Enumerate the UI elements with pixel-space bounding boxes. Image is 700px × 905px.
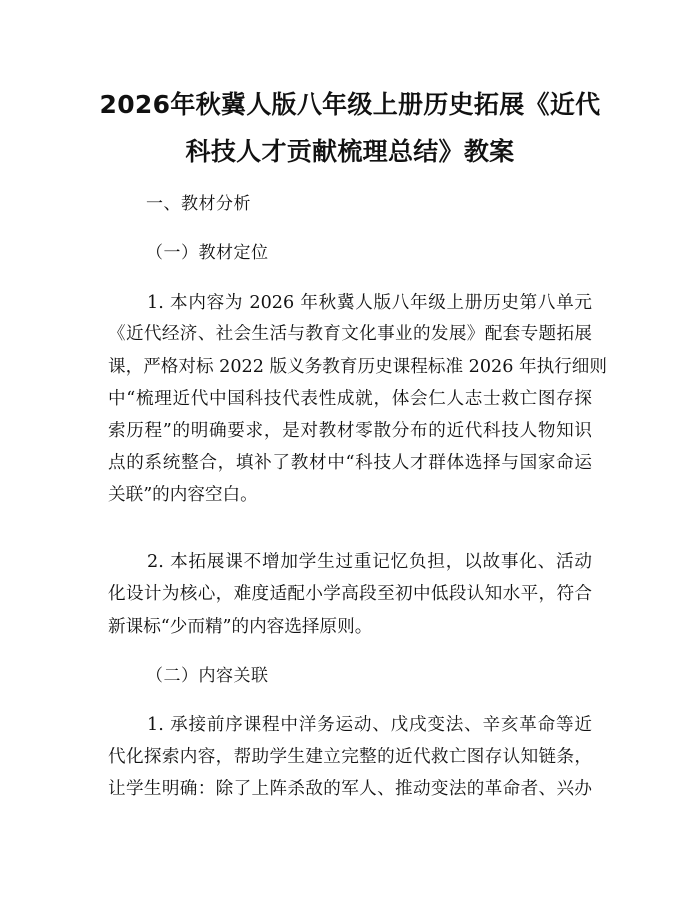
paragraph-2-line-3: 新课标“少而精”的内容选择原则。	[108, 617, 373, 637]
paragraph-3-line-3: 让学生明确：除了上阵杀敌的军人、推动变法的革命者、兴办	[108, 779, 592, 799]
paragraph-1-line-1: 1. 本内容为 2026 年秋冀人版八年级上册历史第八单元	[147, 293, 592, 313]
paragraph-1-line-7: 关联”的内容空白。	[108, 485, 258, 505]
paragraph-3-line-2: 代化探索内容，帮助学生建立完整的近代救亡图存认知链条，	[108, 747, 592, 767]
paragraph-2-line-1: 2. 本拓展课不增加学生过重记忆负担，以故事化、活动	[147, 552, 592, 572]
paragraph-3-line-1: 1. 承接前序课程中洋务运动、戊戌变法、辛亥革命等近	[147, 715, 592, 735]
section-heading-teaching-material-analysis: 一、教材分析	[146, 194, 251, 214]
paragraph-1-line-3: 课，严格对标 2022 版义务教育历史课程标准 2026 年执行细则	[108, 357, 607, 377]
subsection-heading-positioning: （一）教材定位	[146, 243, 269, 263]
paragraph-1-line-4: 中“梳理近代中国科技代表性成就，体会仁人志士救亡图存探	[108, 389, 592, 409]
document-title-line-2: 科技人才贡献梳理总结》教案	[185, 137, 515, 166]
paragraph-1-line-2: 《近代经济、社会生活与教育文化事业的发展》配套专题拓展	[108, 324, 592, 344]
paragraph-1-line-6: 点的系统整合，填补了教材中“科技人才群体选择与国家命运	[108, 453, 592, 473]
paragraph-2-line-2: 化设计为核心，难度适配小学高段至初中低段认知水平，符合	[108, 584, 592, 604]
subsection-heading-content-connection: （二）内容关联	[146, 666, 269, 686]
document-title-line-1: 2026年秋冀人版八年级上册历史拓展《近代	[99, 90, 601, 119]
paragraph-1-line-5: 索历程”的明确要求，是对教材零散分布的近代科技人物知识	[108, 421, 592, 441]
